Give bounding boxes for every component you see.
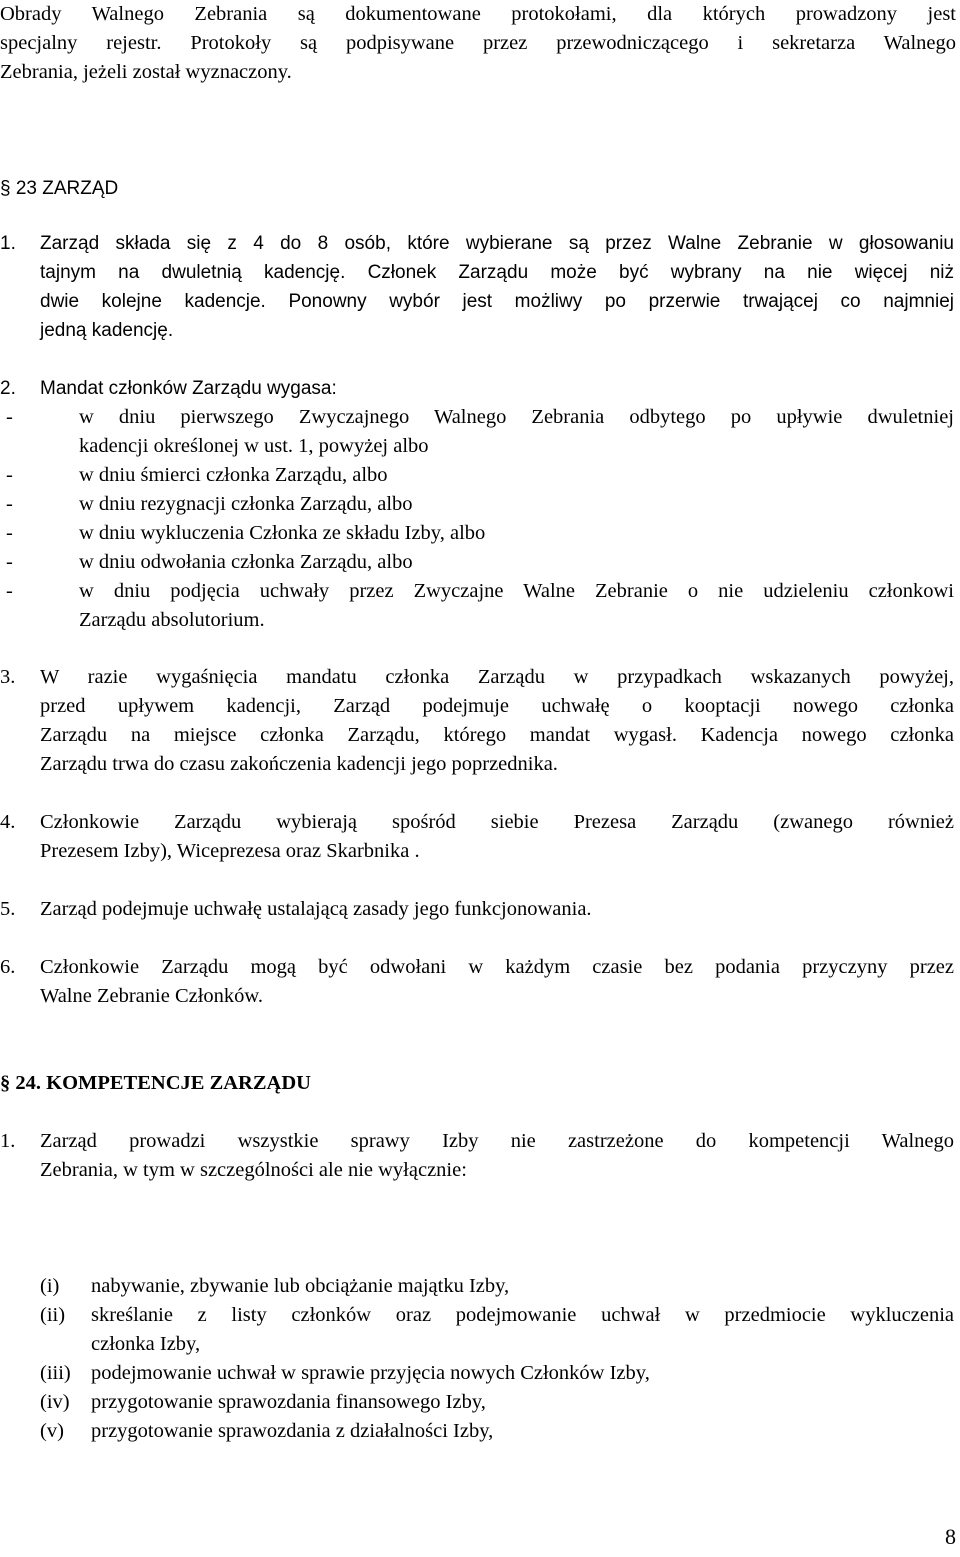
list-item-text: skreślanie z listy członków oraz podejmowanie uchwał w przedmiocie wykluczenia [91, 1304, 954, 1326]
list-dash: - [6, 551, 13, 573]
section-23-p1-line: tajnym na dwuletnią kadencję. Członek Zarządu może być wybrany na nie więcej niż [40, 262, 954, 283]
section-24-p1-line: Zarząd prowadzi wszystkie sprawy Izby nie zastrzeżone do kompetencji Walnego [40, 1130, 954, 1152]
section-23-p6-number: 6. [0, 956, 16, 978]
section-24-heading: § 24. KOMPETENCJE ZARZĄDU [0, 1072, 311, 1094]
list-dash: - [6, 406, 13, 428]
section-23-p6-line: Członkowie Zarządu mogą być odwołani w każdym czasie bez podania przyczyny przez [40, 956, 954, 978]
section-23-p5-line: Zarząd podejmuje uchwałę ustalającą zasady jego funkcjonowania. [40, 898, 592, 920]
list-dash: - [6, 522, 13, 544]
intro-line-3: Zebrania, jeżeli został wyznaczony. [0, 61, 292, 83]
list-item-text: przygotowanie sprawozdania z działalności Izby, [91, 1420, 494, 1442]
section-23-p2-item: w dniu pierwszego Zwyczajnego Walnego Zebrania odbytego po upływie dwuletniej [79, 406, 954, 428]
list-dash: - [6, 580, 13, 602]
list-marker: (v) [40, 1420, 64, 1442]
section-24-p1-line: Zebrania, w tym w szczególności ale nie wyłącznie: [40, 1159, 467, 1181]
section-23-p2-item: w dniu odwołania członka Zarządu, albo [79, 551, 413, 573]
section-23-p4-number: 4. [0, 811, 16, 833]
section-23-p1-number: 1. [0, 233, 16, 254]
section-23-heading: § 23 ZARZĄD [0, 178, 119, 199]
intro-line-1: Obrady Walnego Zebrania są dokumentowane protokołami, dla których prowadzony jest [0, 3, 956, 25]
list-marker: (iii) [40, 1362, 71, 1384]
section-23-p4-line: Członkowie Zarządu wybierają spośród siebie Prezesa Zarządu (zwanego również [40, 811, 954, 833]
section-23-p5-number: 5. [0, 898, 16, 920]
list-item-text-cont: członka Izby, [91, 1333, 201, 1355]
section-23-p2-item-cont: Zarządu absolutorium. [79, 609, 265, 631]
section-23-p1-line: jedną kadencję. [40, 320, 174, 341]
section-23-p2-item: w dniu rezygnacji członka Zarządu, albo [79, 493, 413, 515]
section-23-p3-line: W razie wygaśnięcia mandatu członka Zarządu w przypadkach wskazanych powyżej, [40, 666, 954, 688]
section-23-p6-line: Walne Zebranie Członków. [40, 985, 264, 1007]
list-item-text: przygotowanie sprawozdania finansowego Izby, [91, 1391, 486, 1413]
section-23-p3-line: Zarządu na miejsce członka Zarządu, którego mandat wygasł. Kadencja nowego członka [40, 724, 954, 746]
list-dash: - [6, 464, 13, 486]
section-23-p3-line: przed upływem kadencji, Zarząd podejmuje uchwałę o kooptacji nowego członka [40, 695, 954, 717]
section-23-p3-number: 3. [0, 666, 16, 688]
list-marker: (i) [40, 1275, 60, 1297]
section-23-p2-item: w dniu śmierci członka Zarządu, albo [79, 464, 388, 486]
section-23-p2-lead: Mandat członków Zarządu wygasa: [40, 378, 337, 399]
list-item-text: podejmowanie uchwał w sprawie przyjęcia nowych Członków Izby, [91, 1362, 650, 1384]
list-marker: (iv) [40, 1391, 70, 1413]
list-item-text: nabywanie, zbywanie lub obciążanie majątku Izby, [91, 1275, 510, 1297]
section-23-p2-item: w dniu podjęcia uchwały przez Zwyczajne Walne Zebranie o nie udzieleniu członkowi [79, 580, 954, 602]
section-23-p4-line: Prezesem Izby), Wiceprezesa oraz Skarbnika . [40, 840, 420, 862]
section-23-p1-line: Zarząd składa się z 4 do 8 osób, które wybierane są przez Walne Zebranie w głosowaniu [40, 233, 954, 254]
section-23-p2-item-cont: kadencji określonej w ust. 1, powyżej albo [79, 435, 429, 457]
section-23-p3-line: Zarządu trwa do czasu zakończenia kadencji jego poprzednika. [40, 753, 558, 775]
section-23-p1-line: dwie kolejne kadencje. Ponowny wybór jest możliwy po przerwie trwającej co najmniej [40, 291, 954, 312]
page-number: 8 [945, 1524, 956, 1549]
intro-line-2: specjalny rejestr. Protokoły są podpisywane przez przewodniczącego i sekretarza Walnego [0, 32, 956, 54]
section-23-p2-number: 2. [0, 378, 16, 399]
list-marker: (ii) [40, 1304, 66, 1326]
section-24-p1-number: 1. [0, 1130, 16, 1152]
section-23-p2-item: w dniu wykluczenia Członka ze składu Izby, albo [79, 522, 486, 544]
list-dash: - [6, 493, 13, 515]
